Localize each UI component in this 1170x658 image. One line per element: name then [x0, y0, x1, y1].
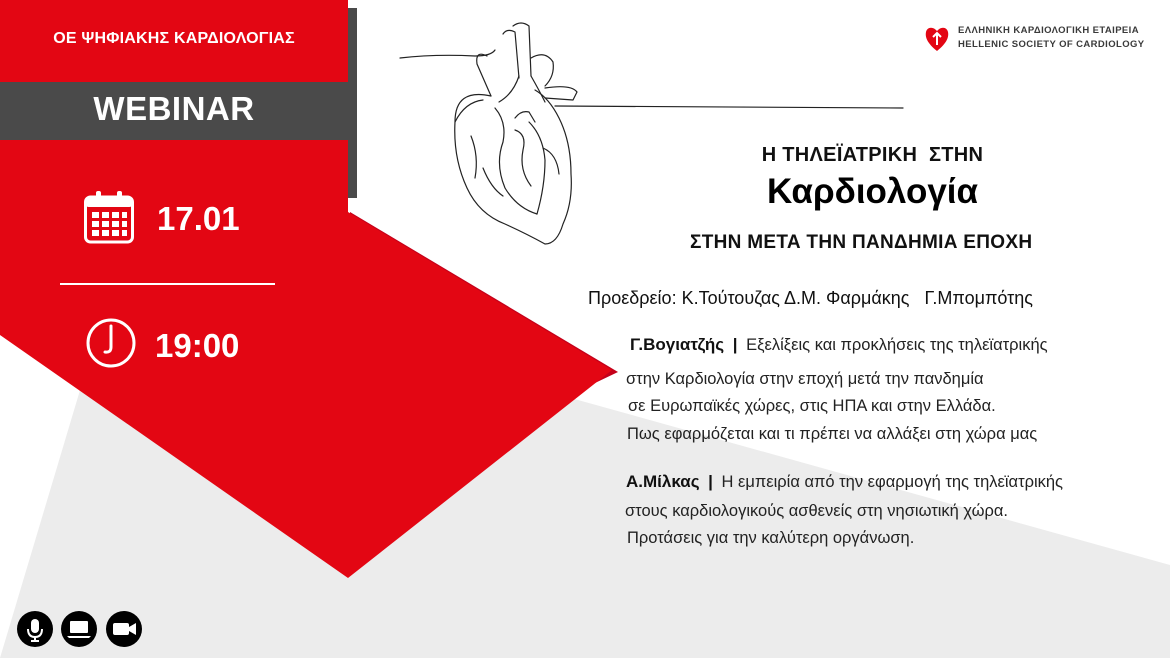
event-date: 17.01: [157, 200, 240, 237]
microphone-icon: [17, 611, 53, 647]
webinar-badge: WEBINAR: [93, 90, 255, 127]
divider-line: [60, 283, 275, 285]
talk-2-header: [626, 472, 1063, 492]
logo-text-english: HELLENIC SOCIETY OF CARDIOLOGY: [958, 39, 1145, 50]
talk-1-separator: |: [732, 335, 738, 354]
talk-1-header: [630, 335, 1048, 355]
chairs-line: Προεδρείο: Κ.Τούτουζας Δ.Μ. Φαρμάκης Γ.Μπομπότης: [588, 288, 1033, 308]
society-logo-icon: [924, 25, 950, 53]
logo-text-greek: ΕΛΛΗΝΙΚΗ ΚΑΡΔΙΟΛΟΓΙΚΗ ΕΤΑΙΡΕΙΑ: [958, 25, 1139, 36]
talk-1-speaker: Γ.Βογιατζής: [630, 335, 725, 354]
talk-1-line-2: στην Καρδιολογία στην εποχή μετά την πανδημία: [626, 370, 984, 388]
calendar-icon: [84, 190, 134, 244]
heart-drawing: [395, 18, 910, 248]
org-title: ΟΕ ΨΗΦΙΑΚΗΣ ΚΑΡΔΙΟΛΟΓΙΑΣ: [53, 30, 295, 47]
title-line-1: Η ΤΗΛΕΪΑΤΡΙΚΗ ΣΤΗΝ: [761, 144, 984, 166]
talk-2-separator: |: [708, 472, 713, 491]
talk-2-speaker: Α.Μίλκας: [626, 472, 700, 491]
talk-2-line-2: στους καρδιολογικούς ασθενείς στη νησιωτική χώρα.: [625, 502, 1009, 520]
laptop-icon: [61, 611, 97, 647]
title-line-3: ΣΤΗΝ ΜΕΤΑ ΤΗΝ ΠΑΝΔΗΜΙΑ ΕΠΟΧΗ: [690, 232, 1033, 253]
talk-1-line-3: σε Ευρωπαϊκές χώρες, στις ΗΠΑ και στην Ελλάδα.: [628, 397, 996, 415]
clock-icon: [84, 316, 138, 370]
title-main: Καρδιολογία: [766, 172, 979, 211]
talk-1-line-4: Πως εφαρμόζεται και τι πρέπει να αλλάξει στη χώρα μας: [627, 425, 1038, 443]
video-camera-icon: [106, 611, 142, 647]
talk-2-line-3: Προτάσεις για την καλύτερη οργάνωση.: [627, 529, 915, 547]
talk-1-line-1: Εξελίξεις και προκλήσεις της τηλεϊατρικής: [746, 336, 1048, 354]
event-time: 19:00: [155, 327, 240, 364]
talk-2-line-1: Η εμπειρία από την εφαρμογή της τηλεϊατρικής: [721, 473, 1064, 491]
